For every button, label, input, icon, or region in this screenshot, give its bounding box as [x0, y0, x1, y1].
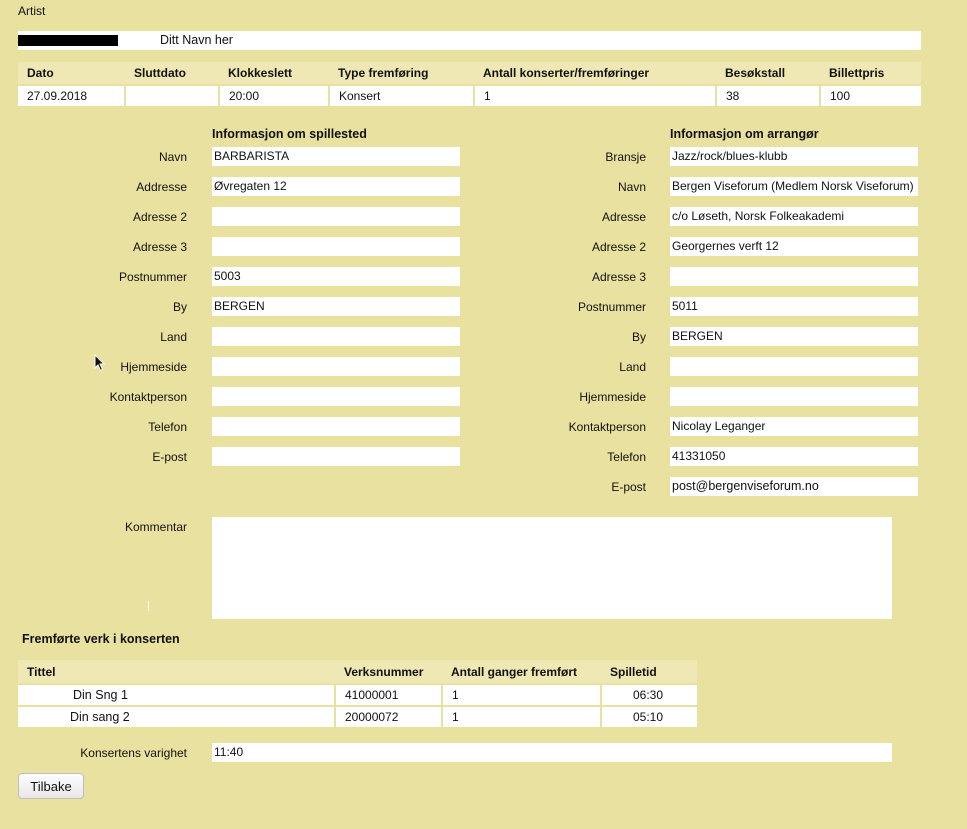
- resize-mark: [148, 601, 149, 611]
- work-times-cell[interactable]: 1: [442, 706, 601, 727]
- organizer-address2-input[interactable]: Georgernes verft 12: [670, 237, 918, 256]
- organizer-label: Postnummer: [577, 300, 646, 314]
- venue-label: Kontaktperson: [109, 390, 187, 404]
- comment-textarea[interactable]: [212, 517, 892, 619]
- duration-label: Konsertens varighet: [80, 746, 187, 760]
- work-title-cell[interactable]: Din sang 2: [18, 706, 335, 727]
- organizer-address3-input[interactable]: [670, 267, 918, 286]
- organizer-label: Kontaktperson: [568, 420, 646, 434]
- works-table: [18, 660, 697, 727]
- organizer-label: Adresse: [601, 210, 646, 224]
- table-row: [18, 706, 697, 727]
- organizer-label: E-post: [611, 480, 646, 494]
- organizer-label: Adresse 2: [591, 240, 646, 254]
- organizer-address-input[interactable]: c/o Løseth, Norsk Folkeakademi: [670, 207, 918, 226]
- venue-postcode-input[interactable]: 5003: [212, 267, 460, 286]
- venue-name-input[interactable]: BARBARISTA: [212, 147, 460, 166]
- venue-address2-input[interactable]: [212, 207, 460, 226]
- venue-label: Postnummer: [118, 270, 187, 284]
- organizer-postcode-input[interactable]: 5011: [670, 297, 918, 316]
- venue-label: Adresse 2: [132, 210, 187, 224]
- col-header: Tittel: [18, 660, 335, 684]
- end-date-cell[interactable]: [125, 85, 219, 106]
- venue-label: Hjemmeside: [120, 360, 187, 374]
- col-header: Sluttdato: [125, 62, 219, 85]
- redacted-block: [18, 35, 118, 46]
- organizer-label: By: [631, 330, 646, 344]
- venue-address-input[interactable]: Øvregaten 12: [212, 177, 460, 196]
- col-header: Klokkeslett: [219, 62, 329, 85]
- date-cell[interactable]: 27.09.2018: [18, 85, 125, 106]
- organizer-label: Navn: [617, 180, 646, 194]
- organizer-city-input[interactable]: BERGEN: [670, 327, 918, 346]
- organizer-contact-input[interactable]: Nicolay Leganger: [670, 417, 918, 436]
- col-header: Verksnummer: [335, 660, 442, 684]
- concert-header-row: [18, 62, 921, 85]
- concert-count-cell[interactable]: 1: [474, 85, 716, 106]
- organizer-label: Bransje: [605, 150, 646, 164]
- organizer-website-input[interactable]: [670, 387, 918, 406]
- artist-field[interactable]: [18, 31, 921, 50]
- ticket-price-cell[interactable]: 100: [820, 85, 921, 106]
- col-header: Antall konserter/fremføringer: [474, 62, 716, 85]
- mouse-cursor-icon: [94, 354, 106, 372]
- col-header: Type fremføring: [329, 62, 474, 85]
- back-button[interactable]: Tilbake: [18, 773, 84, 799]
- table-row: [18, 684, 697, 706]
- works-header-row: [18, 660, 697, 684]
- comment-label: Kommentar: [124, 520, 187, 534]
- work-number-cell[interactable]: 20000072: [335, 706, 442, 727]
- venue-label: Addresse: [136, 180, 187, 194]
- col-header: Dato: [18, 62, 125, 85]
- venue-label: Telefon: [148, 420, 187, 434]
- work-number-cell[interactable]: 41000001: [335, 684, 442, 706]
- works-heading: Fremførte verk i konserten: [22, 632, 180, 646]
- artist-label: Artist: [18, 4, 46, 18]
- duration-input[interactable]: 11:40: [212, 743, 892, 762]
- venue-website-input[interactable]: [212, 357, 460, 376]
- concert-value-row: [18, 85, 921, 106]
- venue-country-input[interactable]: [212, 327, 460, 346]
- col-header: Billettpris: [820, 62, 921, 85]
- organizer-industry-input[interactable]: Jazz/rock/blues-klubb: [670, 147, 918, 166]
- organizer-name-input[interactable]: Bergen Viseforum (Medlem Norsk Viseforum): [670, 177, 918, 196]
- organizer-label: Adresse 3: [591, 270, 646, 284]
- organizer-country-input[interactable]: [670, 357, 918, 376]
- attendance-cell[interactable]: 38: [716, 85, 820, 106]
- work-title-cell[interactable]: Din Sng 1: [18, 684, 335, 706]
- col-header: Antall ganger fremført: [442, 660, 601, 684]
- artist-name: Ditt Navn her: [160, 33, 233, 47]
- organizer-label: Land: [619, 360, 646, 374]
- organizer-heading: Informasjon om arrangør: [670, 127, 819, 141]
- organizer-label: Telefon: [607, 450, 646, 464]
- time-cell[interactable]: 20:00: [219, 85, 329, 106]
- work-duration-cell[interactable]: 05:10: [601, 706, 697, 727]
- organizer-phone-input[interactable]: 41331050: [670, 447, 918, 466]
- venue-city-input[interactable]: BERGEN: [212, 297, 460, 316]
- venue-phone-input[interactable]: [212, 417, 460, 436]
- col-header: Besøkstall: [716, 62, 820, 85]
- work-times-cell[interactable]: 1: [442, 684, 601, 706]
- venue-label: Land: [160, 330, 187, 344]
- venue-address3-input[interactable]: [212, 237, 460, 256]
- performance-type-cell[interactable]: Konsert: [329, 85, 474, 106]
- venue-email-input[interactable]: [212, 447, 460, 466]
- concert-table: [18, 62, 921, 106]
- col-header: Spilletid: [601, 660, 697, 684]
- work-duration-cell[interactable]: 06:30: [601, 684, 697, 706]
- venue-heading: Informasjon om spillested: [212, 127, 367, 141]
- venue-contact-input[interactable]: [212, 387, 460, 406]
- venue-label: Navn: [158, 150, 187, 164]
- organizer-label: Hjemmeside: [579, 390, 646, 404]
- venue-label: Adresse 3: [132, 240, 187, 254]
- venue-label: By: [172, 300, 187, 314]
- venue-label: E-post: [152, 450, 187, 464]
- organizer-email-input[interactable]: post@bergenviseforum.no: [670, 477, 918, 496]
